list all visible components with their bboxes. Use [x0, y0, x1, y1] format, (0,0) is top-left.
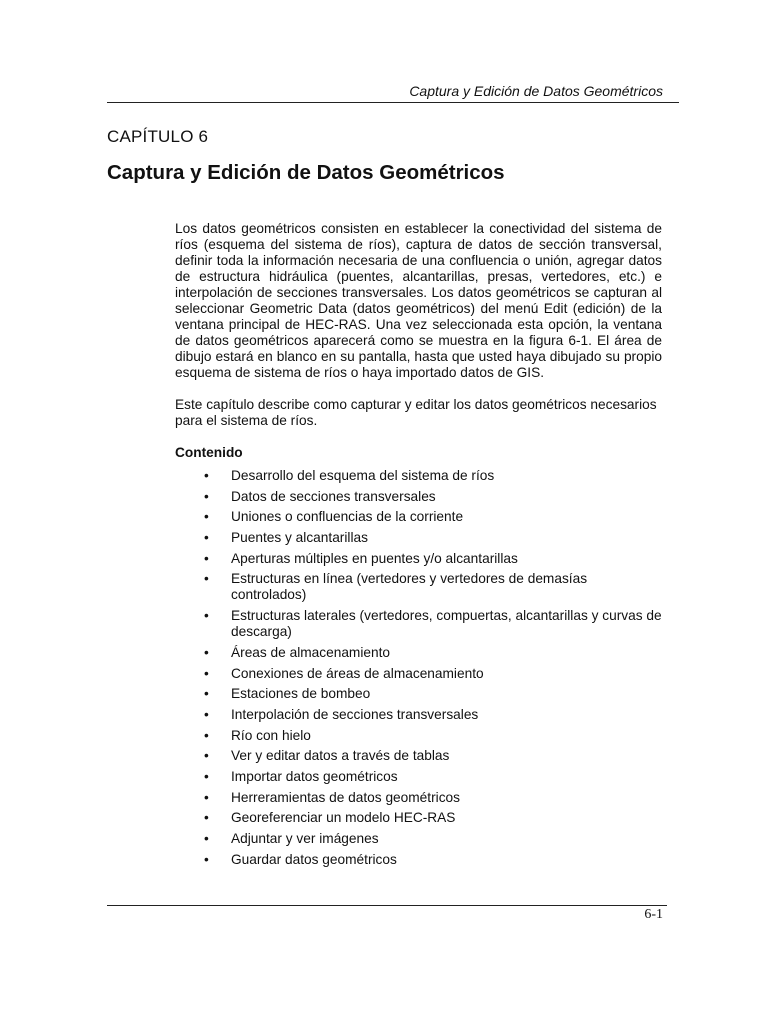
list-item — [204, 707, 664, 723]
list-item-label: Estructuras laterales (vertedores, compuertas, alcantarillas y curvas de descarga) — [231, 608, 662, 640]
bullet-icon: • — [204, 644, 209, 660]
bullet-icon: • — [204, 488, 209, 504]
bullet-icon: • — [204, 831, 209, 846]
bullet-icon: • — [204, 571, 209, 587]
bullet-icon: • — [204, 727, 209, 743]
body-text — [175, 221, 662, 461]
list-item — [204, 530, 664, 546]
bullet-icon: • — [204, 665, 209, 681]
bullet-icon: • — [204, 810, 209, 826]
list-item-label: Aperturas múltiples en puentes y/o alcantarillas — [231, 550, 518, 566]
page-number: 6-1 — [644, 907, 663, 922]
bullet-icon: • — [204, 706, 209, 722]
bullet-icon: • — [204, 468, 209, 483]
list-item — [204, 489, 664, 505]
list-item — [204, 810, 664, 826]
scope-paragraph: Este capítulo describe como capturar y editar los datos geométricos necesarios para el sistema de ríos. — [175, 397, 657, 428]
list-item-label: Ver y editar datos a través de tablas — [231, 748, 450, 764]
bullet-icon: • — [204, 748, 209, 764]
list-item-label: Conexiones de áreas de almacenamiento — [231, 665, 484, 681]
list-item — [204, 468, 664, 484]
list-item-label: Adjuntar y ver imágenes — [231, 831, 379, 846]
list-item — [204, 852, 664, 868]
bullet-icon: • — [204, 530, 209, 546]
list-item — [204, 748, 664, 764]
chapter-label: CAPÍTULO 6 — [107, 127, 209, 146]
list-item — [204, 790, 664, 806]
list-item-label: Puentes y alcantarillas — [231, 530, 368, 546]
chapter-title: Captura y Edición de Datos Geométricos — [107, 161, 505, 184]
list-item — [204, 769, 664, 785]
intro-paragraph: Los datos geométricos consisten en establecer la conectividad del sistema de ríos (esquema del sistema de ríos), captura de datos de sección transversal, definir toda la información necesaria de una confluencia o unión, agregar datos de estructura hidráulica (puentes, alcantarillas, presas, vertedores, etc.) e interpolación de secciones transversales. Los datos geométricos se capturan al seleccionar Geometric Data (datos geométricos) del menú Edit (edición) de la ventana principal de HEC-RAS. Una vez seleccionada esta opción, la ventana de datos geométricos aparecerá como se muestra en la figura 6-1. El área de dibujo estará en blanco en su pantalla, hasta que usted haya dibujado su propio esquema de sistema de ríos o haya importado datos de GIS. — [175, 221, 662, 380]
bullet-icon: • — [204, 509, 209, 525]
list-item — [204, 686, 664, 702]
contents-list — [204, 468, 664, 872]
list-item-label: Estructuras en línea (vertedores y vertedores de demasías controlados) — [231, 571, 588, 603]
list-item-label: Datos de secciones transversales — [231, 488, 436, 504]
running-header-title: Captura y Edición de Datos Geométricos — [409, 83, 663, 99]
list-item-label: Importar datos geométricos — [231, 768, 398, 784]
list-item-label: Georeferenciar un modelo HEC-RAS — [231, 810, 456, 826]
footer-rule — [107, 905, 667, 906]
list-item-label: Uniones o confluencias de la corriente — [231, 509, 464, 525]
bullet-icon: • — [204, 789, 209, 805]
list-item — [204, 728, 664, 744]
list-item-label: Guardar datos geométricos — [231, 851, 397, 867]
list-item — [204, 551, 664, 567]
bullet-icon: • — [204, 768, 209, 784]
running-header — [107, 84, 679, 103]
list-item-label: Áreas de almacenamiento — [231, 644, 391, 660]
list-item — [204, 608, 664, 640]
list-item — [204, 571, 664, 603]
bullet-icon: • — [204, 550, 209, 566]
list-item — [204, 666, 664, 682]
list-item — [204, 509, 664, 525]
list-item-label: Herreramientas de datos geométricos — [231, 789, 460, 805]
bullet-icon: • — [204, 851, 209, 867]
bullet-icon: • — [204, 608, 209, 624]
list-item-label: Río con hielo — [231, 727, 311, 743]
list-item — [204, 645, 664, 661]
bullet-icon: • — [204, 686, 209, 702]
list-item — [204, 831, 664, 847]
list-item-label: Estaciones de bombeo — [231, 686, 371, 702]
list-item-label: Interpolación de secciones transversales — [231, 706, 479, 722]
list-item-label: Desarrollo del esquema del sistema de ríos — [231, 468, 495, 483]
contents-heading: Contenido — [175, 445, 243, 460]
